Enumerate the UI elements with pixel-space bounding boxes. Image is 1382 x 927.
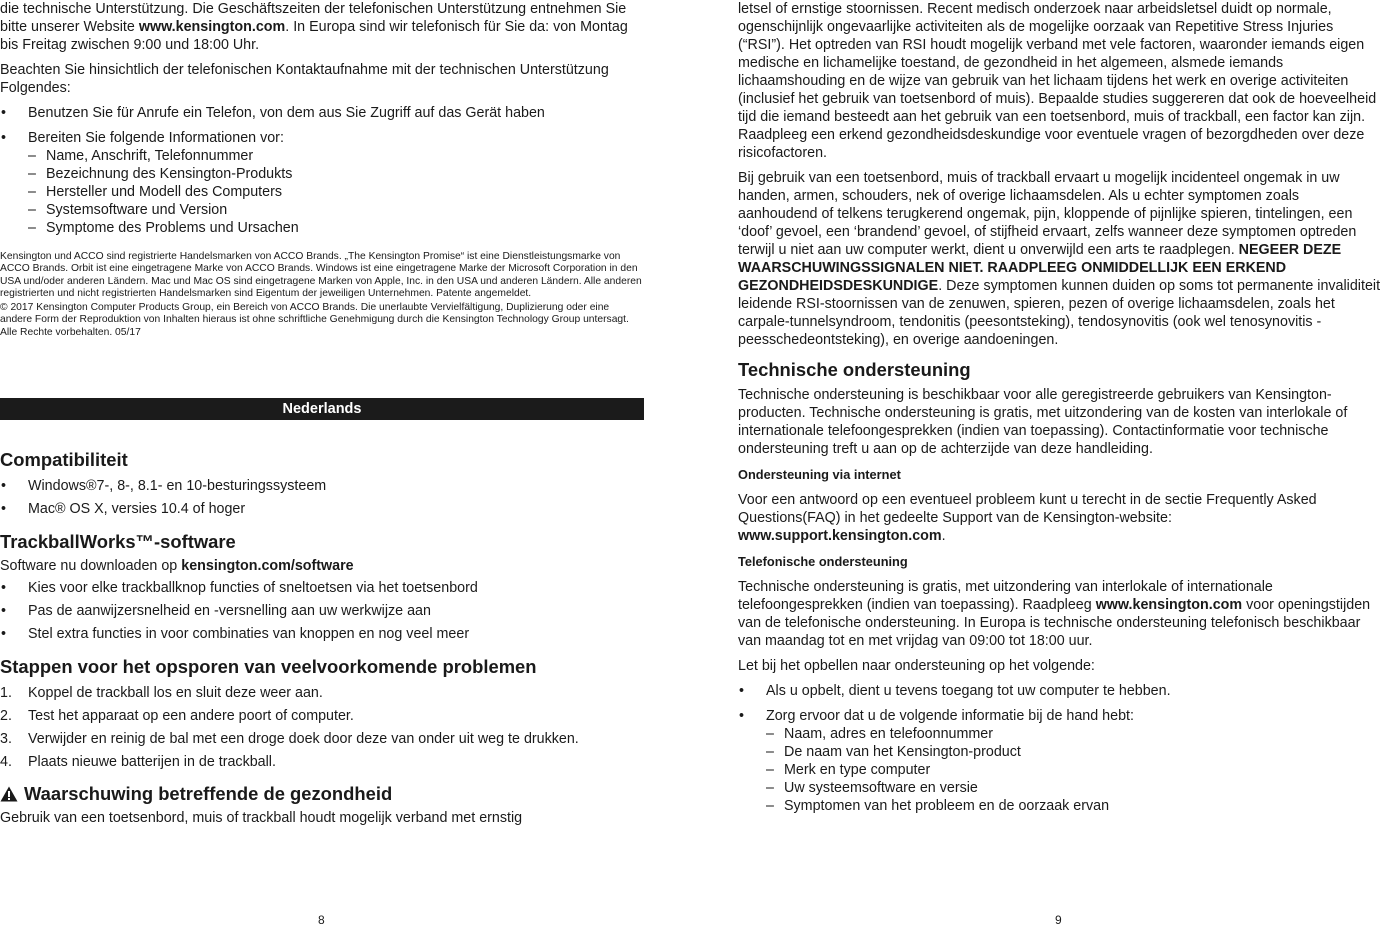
troubleshooting-steps	[0, 684, 644, 771]
compat-list	[0, 477, 644, 518]
internet-support-paragraph: Voor een antwoord op een eventueel probleem kunt u terecht in de sectie Frequently Asked Questions(FAQ) in het gedeelte Support van de Kensington-website: www.support.kensington.com.	[738, 492, 1317, 544]
list-item: – Hersteller und Modell des Computers	[28, 184, 283, 200]
tech-support-title: Technische ondersteuning	[738, 359, 971, 380]
kensington-link[interactable]: www.kensington.com	[1095, 597, 1243, 613]
list-item: – Bezeichnung des Kensington-Produkts	[28, 166, 293, 182]
list-item: • Windows®7-, 8-, 8.1- en 10-besturingssysteem	[1, 478, 327, 494]
list-item: • Pas de aanwijzersnelheid en -versnelling aan uw werkwijze aan	[1, 603, 431, 619]
health-warning-text: Gebruik van een toetsenbord, muis of trackball houdt mogelijk verband met ernstig	[0, 810, 523, 826]
list-item: • Stel extra functies in voor combinaties van knoppen en nog veel meer	[1, 626, 470, 642]
de-trademark-notice: Kensington und ACCO sind registrierte Handelsmarken von ACCO Brands. „The Kensington Promise“ ist eine Dienstleistungsmarke von ACCO Brands. Orbit ist eine eingetragene Marke von ACCO Brands. Windows ist eine eingetragene Marke der Microsoft Corporation in den USA und/oder anderen Ländern. Mac und Mac OS sind eingetragene Marken von Apple, Inc. in den USA und anderen Ländern. Alle anderen registrierten und nicht registrierten Handelsmarken sind Eigentum der jeweiligen Unternehmen. Patente angemeldet.	[0, 251, 642, 299]
software-link[interactable]: kensington.com/software	[181, 558, 354, 574]
list-item: • Kies voor elke trackballknop functies of sneltoetsen via het toetsenbord	[1, 580, 478, 596]
list-item: • Zorg ervoor dat u de volgende informatie bij de hand hebt:	[739, 708, 1134, 724]
list-item: • Bereiten Sie folgende Informationen vor:	[1, 130, 284, 146]
trackballworks-title: TrackballWorks™-software	[0, 531, 236, 552]
phone-dash-list	[738, 725, 1382, 815]
page-number-right: 9	[1055, 913, 1062, 927]
trackballworks-list	[0, 579, 644, 643]
list-item: – Uw systeemsoftware en versie	[766, 780, 978, 796]
list-item: • Als u opbelt, dient u tevens toegang tot uw computer te hebben.	[739, 683, 1171, 699]
compat-title: Compatibiliteit	[0, 449, 128, 470]
download-line: Software nu downloaden op kensington.com/software	[0, 558, 354, 574]
de-kensington-link[interactable]: www.kensington.com	[138, 19, 286, 35]
support-site-link[interactable]: www.support.kensington.com	[738, 528, 942, 544]
health-warning-continued: letsel of ernstige stoornissen. Recent medisch onderzoek naar arbeidsletsel duidt op normale, ogenschijnlijk ongevaarlijke activiteiten als de mogelijke oorzaak van Repetitive Stress Injuries (“RSI”). Het optreden van RSI houdt mogelijk verband met vele factoren, waaronder iemands eigen medische en lichamelijke toestand, de gezondheid in het algemeen, alsmede iemands lichaamshouding en de wijze van gebruik van het lichaam tijdens het werk en overige activiteiten (inclusief het gebruik van toetsenbord of muis). Bepaalde studies suggereren dat ook de hoeveelheid tijd die iemand besteedt aan het gebruik van een toetsenbord, muis of trackball, een factor kan zijn. Raadpleeg een erkend gezondheidsdeskundige voor eventuele vragen of bezorgdheden over deze risicofactoren.	[738, 1, 1377, 161]
list-item: • Benutzen Sie für Anrufe ein Telefon, von dem aus Sie Zugriff auf das Gerät haben	[1, 105, 545, 121]
de-copyright-notice: © 2017 Kensington Computer Products Group, ein Bereich von ACCO Brands. Die unerlaubte Vervielfältigung, Duplizierung oder eine andere Form der Reproduktion von Inhalten hieraus ist ohne schriftliche Genehmigung durch die Kensington Technology Group untersagt. Alle Rechte vorbehalten. 05/17	[0, 302, 629, 338]
list-item: 1. Koppel de trackball los en sluit deze weer aan.	[0, 685, 323, 701]
phone-bullet-list	[738, 682, 1382, 725]
phone-support-title: Telefonische ondersteuning	[738, 554, 908, 569]
list-item: • Mac® OS X, versies 10.4 of hoger	[1, 501, 246, 517]
health-warning-title: Waarschuwing betreffende de gezondheid	[0, 783, 644, 805]
de-phone-paragraph: Beachten Sie hinsichtlich der telefonischen Kontaktaufnahme mit der technischen Unterstützung Folgendes:	[0, 62, 609, 96]
left-page	[0, 0, 644, 339]
de-bullet-list	[0, 104, 644, 147]
list-item: – Symptome des Problems und Ursachen	[28, 220, 299, 236]
internet-support-title: Ondersteuning via internet	[738, 467, 901, 482]
list-item: – Systemsoftware und Version	[28, 202, 228, 218]
de-support-paragraph: die technische Unterstützung. Die Geschäftszeiten der telefonischen Unterstützung entnehmen Sie bitte unserer Website www.kensington.com. In Europa sind wir telefonisch für Sie da: von Montag bis Freitag zwischen 9:00 und 18:00 Uhr.	[0, 1, 628, 53]
language-header-bar: Nederlands	[0, 398, 644, 420]
list-item: 3. Verwijder en reinig de bal met een droge doek door deze van onder uit weg te drukken.	[0, 731, 579, 747]
list-item: – Naam, adres en telefoonnummer	[766, 726, 994, 742]
phone-support-checklist-intro: Let bij het opbellen naar ondersteuning op het volgende:	[738, 658, 1095, 674]
phone-support-paragraph: Technische ondersteuning is gratis, met uitzondering van interlokale of internationale telefoongesprekken (indien van toepassing). Raadpleeg www.kensington.com voor openingstijden van de telefonische ondersteuning. In Europa is technische ondersteuning telefonisch beschikbaar van maandag tot en met vrijdag van 09:00 tot 18:00 uur.	[738, 579, 1371, 649]
warning-icon	[0, 786, 18, 802]
list-item: – Symptomen van het probleem en de oorzaak ervan	[766, 798, 1110, 814]
health-warning-symptoms: Bij gebruik van een toetsenbord, muis of trackball ervaart u mogelijk incidenteel ongemak in uw handen, armen, schouders, nek of overige lichaamsdelen. Als u echter symptomen zoals aanhoudend of telkens terugkerend ongemak, pijn, kloppende of pijnlijke spieren, tintelingen, een ‘doof’ gevoel, een ‘brandend’ gevoel, of stijfheid ervaart, zelfs wanneer deze symptomen optreden terwijl u niet aan uw computer werkt, dient u onverwijld een arts te raadplegen. NEGEER DEZE WAARSCHUWINGSSIGNALEN NIET. RAADPLEEG ONMIDDELLIJK EEN ERKEND GEZONDHEIDSDESKUNDIGE. Deze symptomen kunnen duiden op soms tot permanente invaliditeit leidende RSI-stoornissen van de zenuwen, spieren, pezen of overige lichaamsdelen, zoals het carpale-tunnelsyndroom, tendonitis (peesontsteking), tendosynovitis (ook wel tenosynovitis - peesschedeontsteking), en overige aandoeningen.	[738, 170, 1381, 348]
list-item: – Name, Anschrift, Telefonnummer	[28, 148, 254, 164]
nl-left-content	[0, 449, 644, 834]
tech-support-paragraph: Technische ondersteuning is beschikbaar voor alle geregistreerde gebruikers van Kensington-producten. Technische ondersteuning is gratis, met uitzondering van de kosten van interlokale of internationale telefoongesprekken (indien van toepassing). Contactinformatie voor technische ondersteuning treft u aan op de achterzijde van deze handleiding.	[738, 387, 1348, 457]
list-item: 4. Plaats nieuwe batterijen in de trackball.	[0, 754, 276, 770]
list-item: 2. Test het apparaat op een andere poort of computer.	[0, 708, 354, 724]
list-item: – Merk en type computer	[766, 762, 931, 778]
page-number-left: 8	[318, 913, 325, 927]
troubleshooting-title: Stappen voor het opsporen van veelvoorkomende problemen	[0, 656, 537, 677]
list-item: – De naam van het Kensington-product	[766, 744, 1021, 760]
right-page	[738, 0, 1382, 815]
de-dash-list	[0, 147, 644, 237]
